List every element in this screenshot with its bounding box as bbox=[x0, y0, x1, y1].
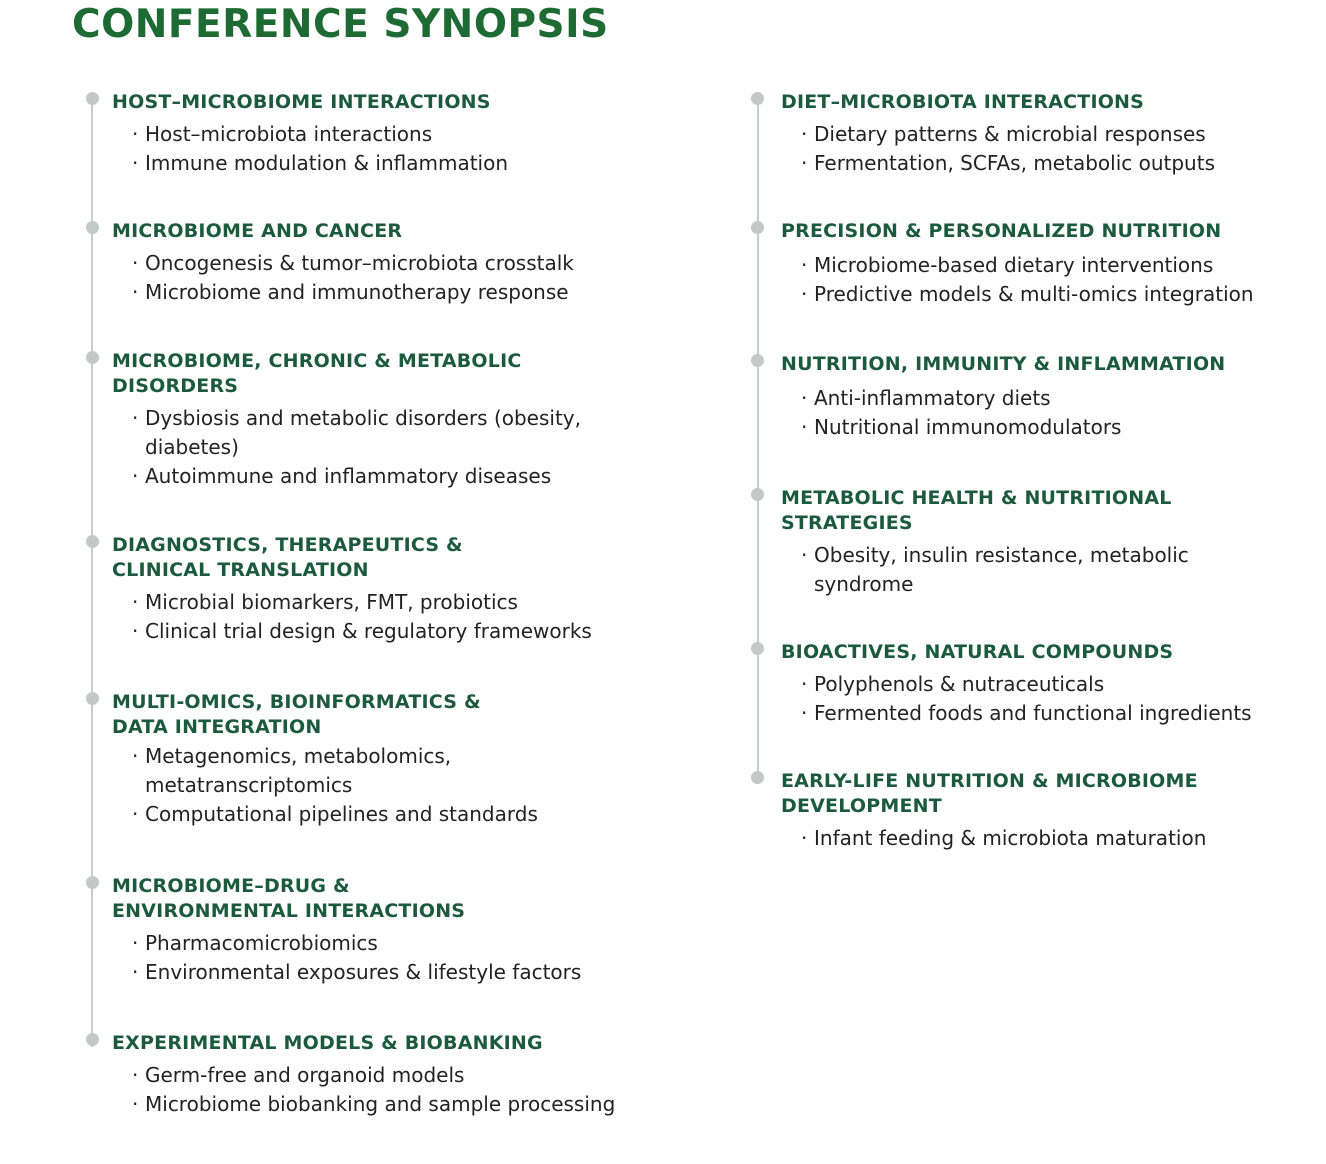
timeline-dot-icon bbox=[86, 1033, 99, 1046]
timeline-dot-icon bbox=[751, 92, 764, 105]
bullet-list bbox=[112, 1061, 692, 1119]
list-item bbox=[781, 699, 1321, 728]
bullet-icon: · bbox=[801, 415, 808, 439]
list-item-text: Microbiome-based dietary interventions bbox=[814, 253, 1214, 277]
list-item bbox=[781, 413, 1321, 442]
timeline-dot-icon bbox=[86, 876, 99, 889]
bullet-list bbox=[781, 251, 1321, 309]
list-item bbox=[112, 617, 672, 646]
timeline-dot-icon bbox=[751, 642, 764, 655]
list-item-text: Environmental exposures & lifestyle factors bbox=[145, 960, 582, 984]
bullet-icon: · bbox=[801, 151, 808, 175]
bullet-icon: · bbox=[132, 122, 139, 146]
list-item bbox=[112, 742, 512, 800]
timeline-line bbox=[757, 103, 759, 783]
section-title: EXPERIMENTAL MODELS & BIOBANKING bbox=[112, 1032, 543, 1054]
bullet-icon: · bbox=[132, 1092, 139, 1116]
list-item bbox=[781, 541, 1261, 599]
bullet-icon: · bbox=[801, 386, 808, 410]
list-item bbox=[781, 280, 1321, 309]
synopsis-section bbox=[781, 90, 1321, 178]
synopsis-section bbox=[781, 640, 1321, 728]
section-title: MICROBIOME AND CANCER bbox=[112, 220, 403, 242]
section-title: HOST–MICROBIOME INTERACTIONS bbox=[112, 91, 491, 113]
bullet-list bbox=[781, 670, 1321, 728]
list-item-text: Anti-inflammatory diets bbox=[814, 386, 1051, 410]
timeline-dot-icon bbox=[751, 221, 764, 234]
bullet-icon: · bbox=[132, 590, 139, 614]
section-title: DIAGNOSTICS, THERAPEUTICS & CLINICAL TRANSLATION bbox=[112, 534, 463, 581]
list-item-text: Oncogenesis & tumor–microbiota crosstalk bbox=[145, 251, 574, 275]
list-item-text: Host–microbiota interactions bbox=[145, 122, 433, 146]
section-title: MICROBIOME, CHRONIC & METABOLIC DISORDERS bbox=[112, 350, 522, 397]
list-item-text: Metagenomics, metabolomics, metatranscriptomics bbox=[145, 744, 452, 797]
page-title: CONFERENCE SYNOPSIS bbox=[72, 2, 609, 47]
bullet-icon: · bbox=[132, 744, 139, 768]
bullet-icon: · bbox=[801, 701, 808, 725]
timeline-dot-icon bbox=[86, 692, 99, 705]
synopsis-section bbox=[781, 352, 1321, 442]
list-item bbox=[781, 824, 1321, 853]
timeline-dot-icon bbox=[751, 488, 764, 501]
bullet-icon: · bbox=[132, 1063, 139, 1087]
section-title: NUTRITION, IMMUNITY & INFLAMMATION bbox=[781, 353, 1226, 375]
list-item bbox=[112, 800, 705, 829]
list-item-text: Clinical trial design & regulatory frameworks bbox=[145, 619, 592, 643]
bullet-icon: · bbox=[132, 280, 139, 304]
bullet-list bbox=[112, 742, 538, 829]
synopsis-section bbox=[112, 349, 622, 491]
bullet-icon: · bbox=[132, 960, 139, 984]
bullet-list bbox=[112, 929, 672, 987]
synopsis-section bbox=[112, 533, 672, 646]
list-item-text: Pharmacomicrobiomics bbox=[145, 931, 378, 955]
bullet-icon: · bbox=[801, 122, 808, 146]
list-item bbox=[112, 149, 672, 178]
section-title: MULTI-OMICS, BIOINFORMATICS & DATA INTEGRATION bbox=[112, 691, 481, 738]
list-item bbox=[112, 462, 622, 491]
bullet-icon: · bbox=[801, 543, 808, 567]
timeline-dot-icon bbox=[86, 221, 99, 234]
synopsis-section bbox=[112, 90, 672, 178]
list-item bbox=[112, 1061, 692, 1090]
list-item-text: Obesity, insulin resistance, metabolic syndrome bbox=[814, 543, 1189, 596]
section-title: EARLY-LIFE NUTRITION & MICROBIOME DEVELOPMENT bbox=[781, 770, 1198, 817]
list-item-text: Computational pipelines and standards bbox=[145, 802, 538, 826]
synopsis-section bbox=[112, 874, 672, 987]
list-item-text: Fermented foods and functional ingredients bbox=[814, 701, 1252, 725]
list-item bbox=[112, 929, 672, 958]
bullet-list bbox=[781, 824, 1321, 853]
section-title: MICROBIOME–DRUG & ENVIRONMENTAL INTERACTIONS bbox=[112, 875, 466, 922]
bullet-list bbox=[781, 120, 1321, 178]
bullet-list bbox=[112, 120, 672, 178]
list-item-text: Infant feeding & microbiota maturation bbox=[814, 826, 1207, 850]
timeline-dot-icon bbox=[86, 92, 99, 105]
bullet-icon: · bbox=[132, 151, 139, 175]
bullet-list bbox=[112, 404, 622, 491]
bullet-icon: · bbox=[132, 464, 139, 488]
list-item bbox=[112, 120, 672, 149]
bullet-list bbox=[112, 249, 672, 307]
timeline-dot-icon bbox=[751, 354, 764, 367]
section-title: PRECISION & PERSONALIZED NUTRITION bbox=[781, 220, 1222, 242]
list-item bbox=[112, 958, 672, 987]
section-title: BIOACTIVES, NATURAL COMPOUNDS bbox=[781, 641, 1174, 663]
bullet-list bbox=[112, 588, 672, 646]
synopsis-section bbox=[781, 769, 1321, 853]
list-item-text: Microbiome biobanking and sample processing bbox=[145, 1092, 616, 1116]
list-item-text: Dysbiosis and metabolic disorders (obesity, diabetes) bbox=[145, 406, 581, 459]
list-item-text: Predictive models & multi-omics integration bbox=[814, 282, 1254, 306]
bullet-icon: · bbox=[132, 931, 139, 955]
synopsis-section bbox=[112, 690, 672, 829]
bullet-list bbox=[781, 541, 1261, 599]
timeline-line bbox=[91, 103, 93, 1047]
section-title: DIET–MICROBIOTA INTERACTIONS bbox=[781, 91, 1145, 113]
list-item bbox=[781, 120, 1321, 149]
list-item-text: Germ-free and organoid models bbox=[145, 1063, 465, 1087]
synopsis-section bbox=[781, 486, 1321, 599]
list-item bbox=[112, 1090, 692, 1119]
timeline-dot-icon bbox=[86, 535, 99, 548]
section-title: METABOLIC HEALTH & NUTRITIONAL STRATEGIES bbox=[781, 487, 1172, 534]
list-item-text: Immune modulation & inflammation bbox=[145, 151, 509, 175]
list-item bbox=[781, 384, 1321, 413]
list-item-text: Nutritional immunomodulators bbox=[814, 415, 1122, 439]
list-item-text: Dietary patterns & microbial responses bbox=[814, 122, 1206, 146]
list-item bbox=[112, 249, 672, 278]
list-item bbox=[112, 588, 672, 617]
list-item bbox=[781, 251, 1321, 280]
bullet-icon: · bbox=[132, 802, 139, 826]
bullet-icon: · bbox=[132, 251, 139, 275]
bullet-icon: · bbox=[132, 406, 139, 430]
synopsis-section bbox=[112, 219, 672, 307]
timeline-dot-icon bbox=[86, 351, 99, 364]
bullet-icon: · bbox=[801, 253, 808, 277]
list-item-text: Microbiome and immunotherapy response bbox=[145, 280, 569, 304]
bullet-icon: · bbox=[801, 672, 808, 696]
list-item bbox=[112, 404, 622, 462]
synopsis-section bbox=[781, 219, 1321, 309]
bullet-icon: · bbox=[801, 282, 808, 306]
list-item bbox=[112, 278, 672, 307]
bullet-icon: · bbox=[132, 619, 139, 643]
synopsis-section bbox=[112, 1031, 692, 1119]
list-item-text: Fermentation, SCFAs, metabolic outputs bbox=[814, 151, 1215, 175]
list-item-text: Polyphenols & nutraceuticals bbox=[814, 672, 1105, 696]
timeline-dot-icon bbox=[751, 771, 764, 784]
bullet-list bbox=[781, 384, 1321, 442]
list-item bbox=[781, 670, 1321, 699]
list-item-text: Autoimmune and inflammatory diseases bbox=[145, 464, 552, 488]
list-item-text: Microbial biomarkers, FMT, probiotics bbox=[145, 590, 518, 614]
list-item bbox=[781, 149, 1321, 178]
bullet-icon: · bbox=[801, 826, 808, 850]
